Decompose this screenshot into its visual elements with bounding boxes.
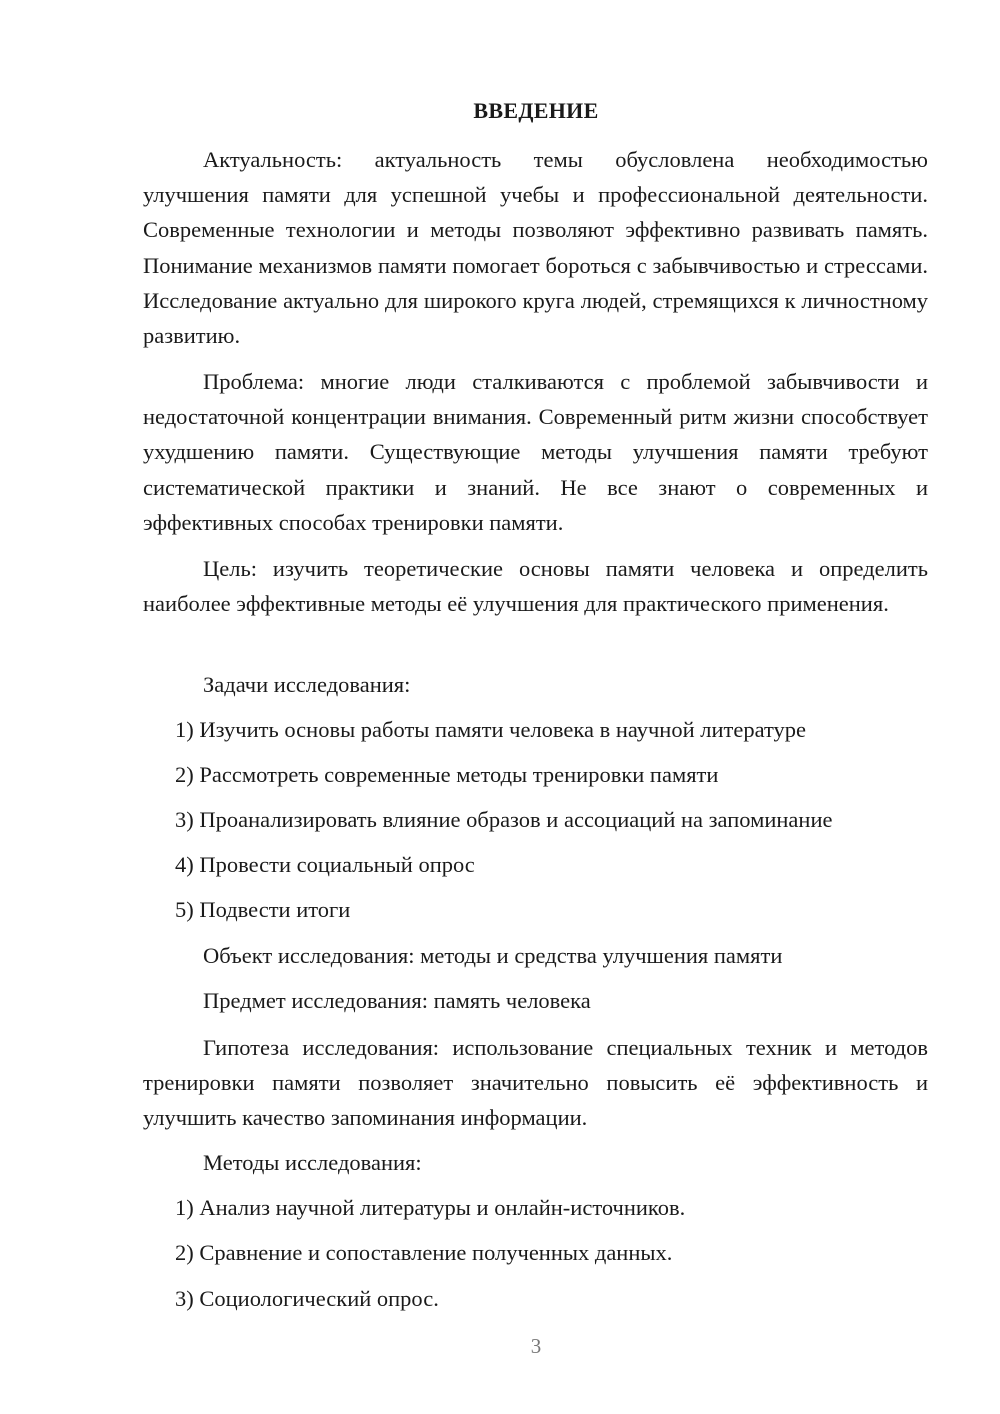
task-item: 4) Провести социальный опрос — [175, 852, 475, 877]
method-item: 2) Сравнение и сопоставление полученных данных. — [175, 1240, 673, 1265]
page-number: 3 — [530, 1334, 542, 1358]
task-item: 1) Изучить основы работы памяти человека в научной литературе — [175, 717, 807, 742]
goal-paragraph: Цель: изучить теоретические основы памяти человека и определить наиболее эффективные методы её улучшения для практического применения. — [143, 556, 928, 617]
method-item: 3) Социологический опрос. — [175, 1286, 439, 1311]
method-item: 1) Анализ научной литературы и онлайн-источников. — [175, 1195, 686, 1220]
hypothesis-paragraph: Гипотеза исследования: использование специальных техник и методов тренировки памяти позволяет значительно повысить её эффективность и улучшить качество запоминания информации. — [143, 1035, 928, 1131]
section-heading: ВВЕДЕНИЕ — [473, 98, 599, 123]
task-item: 5) Подвести итоги — [175, 897, 351, 922]
methods-heading: Методы исследования: — [203, 1150, 422, 1175]
relevance-paragraph: Актуальность: актуальность темы обусловлена необходимостью улучшения памяти для успешной учебы и профессиональной деятельности. Современные технологии и методы позволяют эффективно развивать память. Понимание механизмов памяти помогает бороться с забывчивостью и стрессами. Исследование актуально для широкого круга людей, стремящихся к личностному развитию. — [143, 147, 928, 349]
task-item: 3) Проанализировать влияние образов и ассоциаций на запоминание — [175, 807, 833, 832]
research-subject: Предмет исследования: память человека — [203, 988, 591, 1013]
tasks-heading: Задачи исследования: — [203, 672, 411, 697]
task-item: 2) Рассмотреть современные методы тренировки памяти — [175, 762, 719, 787]
research-object: Объект исследования: методы и средства улучшения памяти — [203, 943, 783, 968]
problem-paragraph: Проблема: многие люди сталкиваются с проблемой забывчивости и недостаточной концентрации внимания. Современный ритм жизни способствует ухудшению памяти. Существующие методы улучшения памяти требуют систематической практики и знаний. Не все знают о современных и эффективных способах тренировки памяти. — [143, 369, 928, 535]
